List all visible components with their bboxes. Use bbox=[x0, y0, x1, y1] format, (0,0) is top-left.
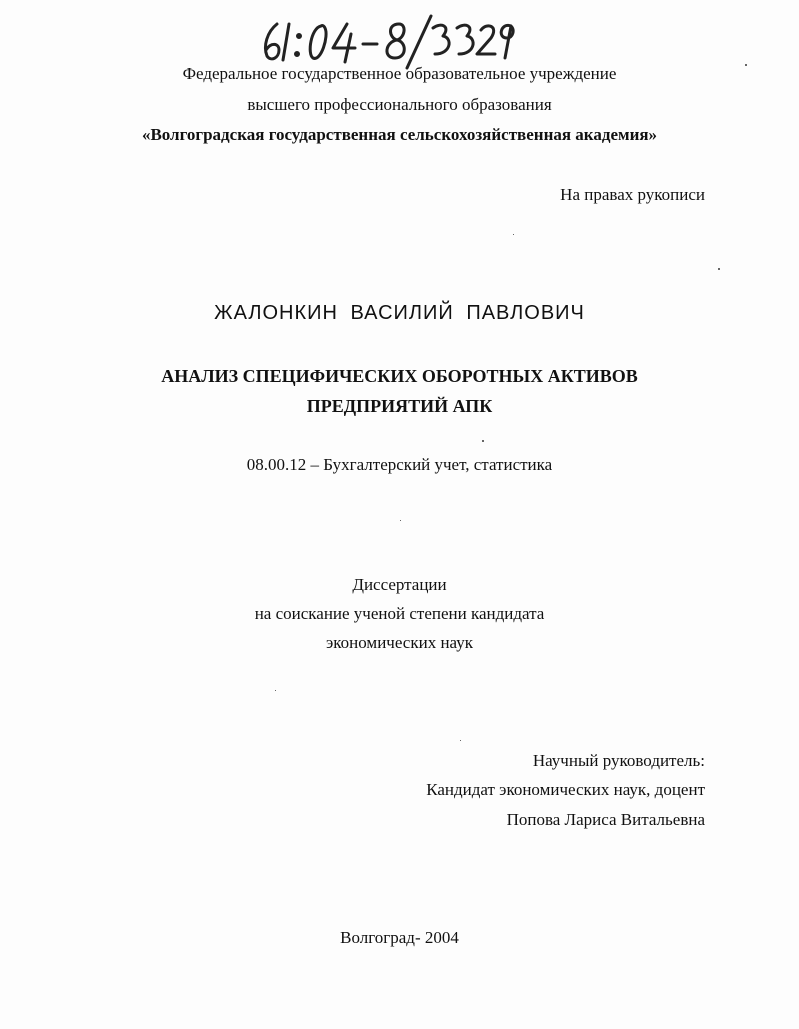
institution-name: «Волгоградская государственная сельскохозяйственная академия» bbox=[141, 125, 658, 144]
degree-line-1: Диссертации bbox=[352, 575, 447, 594]
manuscript-note: На правах рукописи bbox=[560, 185, 705, 204]
author-name: ЖАЛОНКИН ВАСИЛИЙ ПАВЛОВИЧ bbox=[214, 302, 585, 324]
title-line-1: АНАЛИЗ СПЕЦИФИЧЕСКИХ ОБОРОТНЫХ АКТИВОВ bbox=[161, 366, 638, 386]
institution-line-1: Федеральное государственное образовательное учреждение bbox=[182, 64, 617, 83]
scan-speck bbox=[745, 64, 747, 66]
supervisor-label: Научный руководитель: bbox=[532, 751, 705, 770]
institution-line-2: высшего профессионального образования bbox=[247, 95, 552, 114]
supervisor-degree: Кандидат экономических наук, доцент bbox=[426, 780, 705, 799]
supervisor-name: Попова Лариса Витальевна bbox=[506, 810, 705, 829]
degree-line-3: экономических наук bbox=[325, 633, 474, 652]
scan-speck bbox=[513, 234, 514, 235]
handwritten-archive-code bbox=[255, 10, 515, 70]
scan-speck bbox=[718, 268, 720, 270]
scan-speck bbox=[482, 440, 484, 442]
title-line-2: ПРЕДПРИЯТИЙ АПК bbox=[306, 396, 493, 416]
scan-speck bbox=[460, 740, 461, 741]
specialty: 08.00.12 – Бухгалтерский учет, статистика bbox=[246, 455, 553, 474]
place-year: Волгоград- 2004 bbox=[340, 928, 459, 947]
degree-line-2: на соискание ученой степени кандидата bbox=[254, 604, 545, 623]
scan-speck bbox=[275, 690, 276, 691]
scan-speck bbox=[400, 520, 401, 521]
